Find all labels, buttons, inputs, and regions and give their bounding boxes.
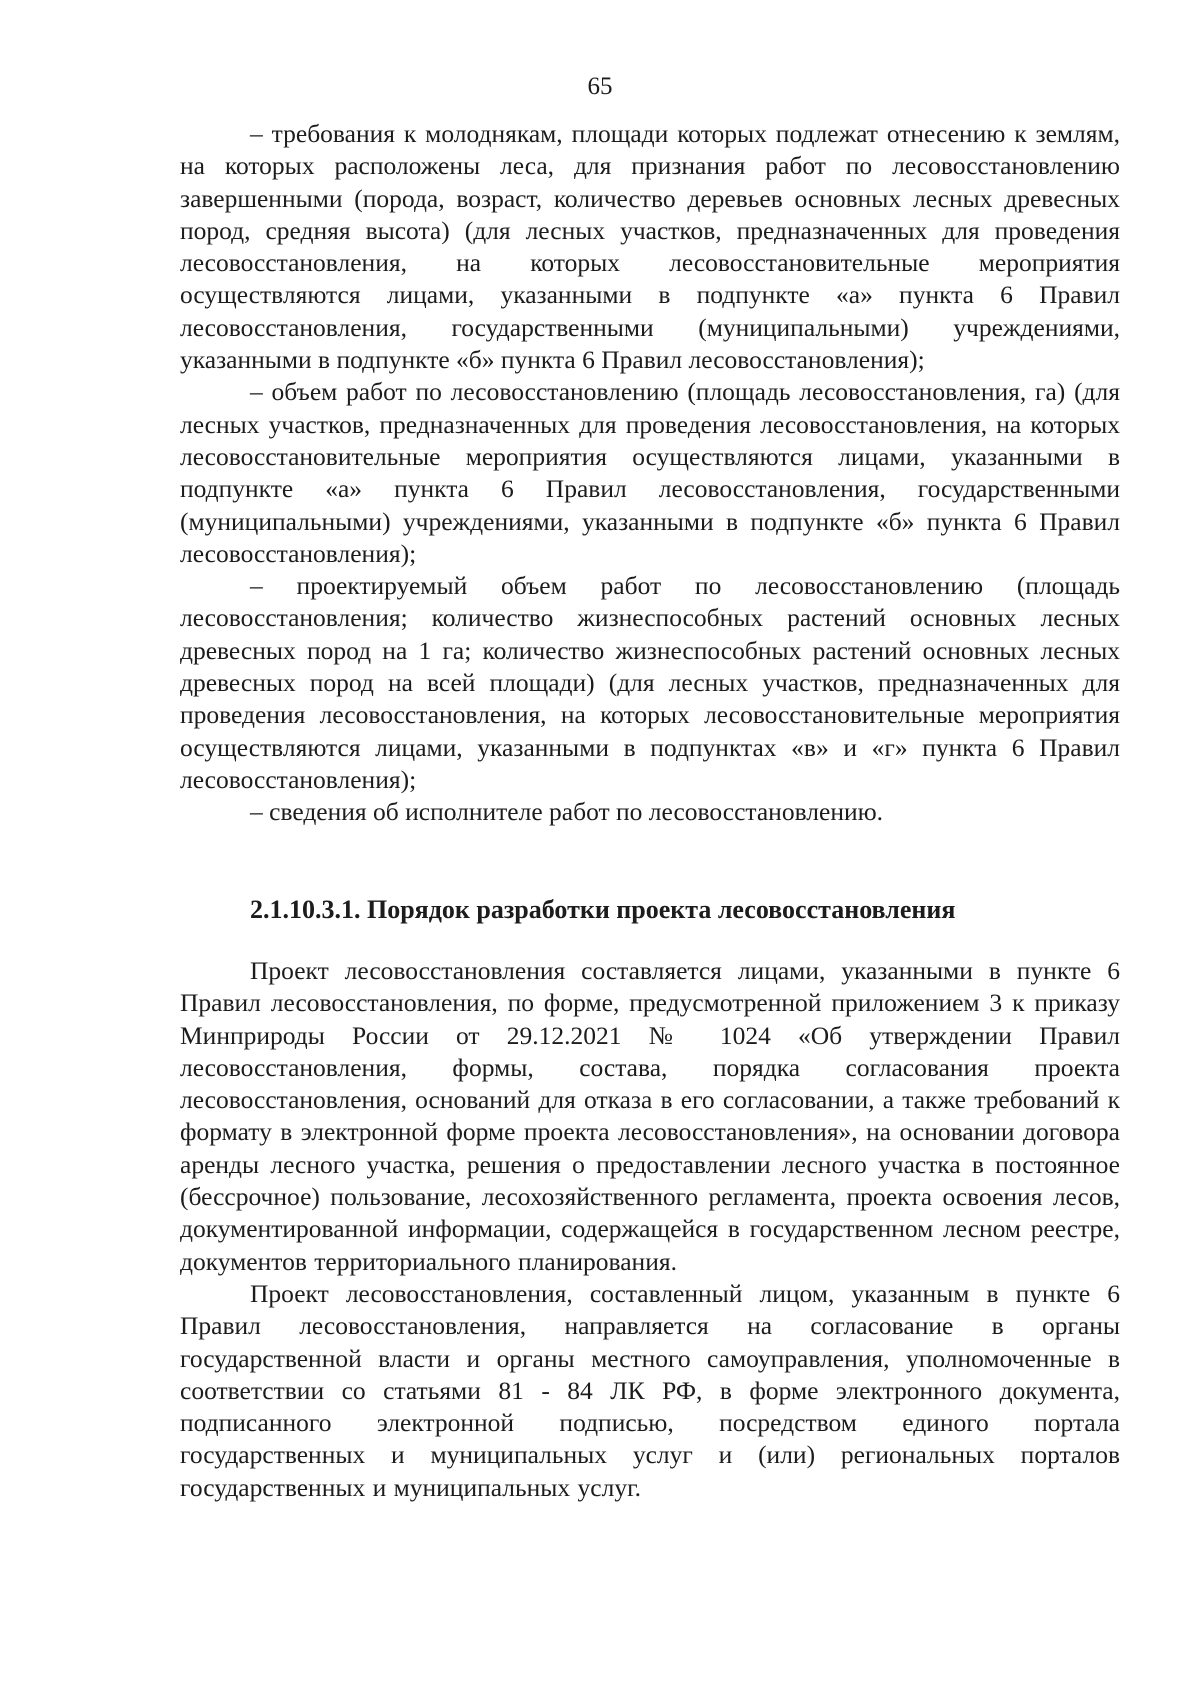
list-item: – сведения об исполнителе работ по лесовосстановлению.	[250, 797, 884, 827]
section-body	[180, 955, 1120, 1504]
list-item: – проектируемый объем работ по лесовосстановлению (площадь лесовосстановления; количество жизнеспособных растений основных лесных древесных пород на 1 га; количество жизнеспособных растений основных лесных древесных пород на всей площади) (для лесных участков, предназначенных для проведения лесовосстановления, на которых лесовосстановительные мероприятия осуществляются лицами, указанными в подпунктах «в» и «г» пункта 6 Правил лесовосстановления);	[180, 571, 1120, 794]
section-heading: 2.1.10.3.1. Порядок разработки проекта лесовосстановления	[250, 895, 956, 924]
list-item: – требования к молоднякам, площади которых подлежат отнесению к землям, на которых расположены леса, для признания работ по лесовосстановлению завершенными (порода, возраст, количество деревьев основных лесных древесных пород, средняя высота) (для лесных участков, предназначенных для проведения лесовосстановления, на которых лесовосстановительные мероприятия осуществляются лицами, указанными в подпункте «а» пункта 6 Правил лесовосстановления, государственными (муниципальными) учреждениями, указанными в подпункте «б» пункта 6 Правил лесовосстановления);	[180, 119, 1120, 375]
paragraph: Проект лесовосстановления, составленный лицом, указанным в пункте 6 Правил лесовосстановления, направляется на согласование в органы государственной власти и органы местного самоуправления, уполномоченные в соответствии со статьями 81 - 84 ЛК РФ, в форме электронного документа, подписанного электронной подписью, посредством единого портала государственных и муниципальных услуг и (или) региональных порталов государственных и муниципальных услуг.	[180, 1278, 1120, 1502]
paragraph: Проект лесовосстановления составляется лицами, указанными в пункте 6 Правил лесовосстановления, по форме, предусмотренной приложением 3 к приказу Минприроды России от 29.12.2021 № 1024 «Об утверждении Правил лесовосстановления, формы, состава, порядка согласования проекта лесовосстановления, оснований для отказа в его согласовании, а также требований к формату в электронной форме проекта лесовосстановления», на основании договора аренды лесного участка, решения о предоставлении лесного участка в постоянное (бессрочное) пользование, лесохозяйственного регламента, проекта освоения лесов, документированной информации, содержащейся в государственном лесном реестре, документов территориального планирования.	[180, 956, 1120, 1276]
page-number: 65	[587, 73, 613, 100]
list-item: – объем работ по лесовосстановлению (площадь лесовосстановления, га) (для лесных участков, предназначенных для проведения лесовосстановления, на которых лесовосстановительные мероприятия осуществляются лицами, указанными в подпункте «а» пункта 6 Правил лесовосстановления, государственными (муниципальными) учреждениями, указанными в подпункте «б» пункта 6 Правил лесовосстановления);	[180, 377, 1120, 568]
requirements-list	[180, 118, 1120, 829]
